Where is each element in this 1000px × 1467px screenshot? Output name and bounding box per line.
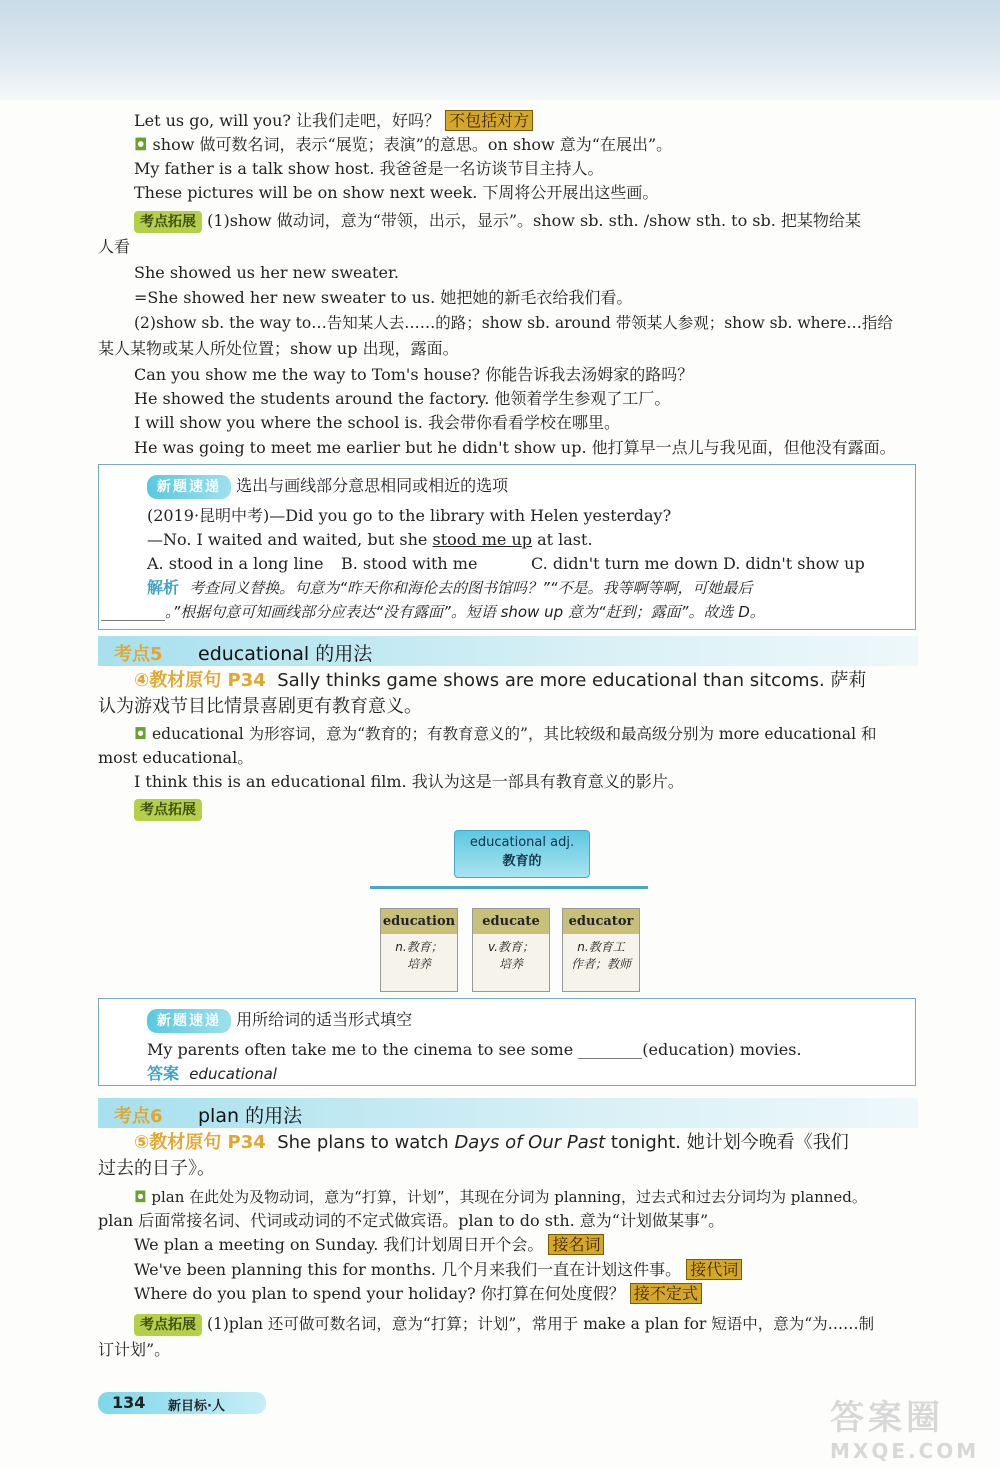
textbook-sentence: ⑤教材原句 P34 She plans to watch Days of Our Past tonight. 她计划今晚看《我们 (134, 1132, 849, 1153)
text-line: ◘ plan 在此处为及物动词，意为“打算，计划”，其现在分词为 planning，过去式和过去分词均为 planned。 (134, 1188, 867, 1206)
textbook-sentence: 认为游戏节目比情景喜剧更有教育意义。 (98, 696, 422, 717)
option-c: C. didn't turn me down (531, 554, 719, 573)
bullet-icon: ◘ (134, 135, 148, 154)
series-label: 新目标·人 (168, 1399, 225, 1414)
ext-tag: 考点拓展 (134, 1314, 202, 1336)
text-line: I think this is an educational film. 我认为这是一部具有教育意义的影片。 (134, 772, 684, 791)
text-line: =She showed her new sweater to us. 她把她的新毛衣给我们看。 (134, 288, 633, 307)
text-line: 考点拓展 (1)plan 还可做可数名词，意为“打算；计划”，常用于 make a plan for 短语中，意为“为……制 (134, 1313, 874, 1336)
quiz-box (98, 998, 916, 1086)
text-line: I will show you where the school is. 我会带你看看学校在哪里。 (134, 413, 620, 432)
highlight-note: 不包括对方 (445, 110, 533, 131)
question-text: (2019·昆明中考)—Did you go to the library with Helen yesterday? (147, 506, 672, 525)
quiz-header: 新题速递 用所给词的适当形式填空 (147, 1009, 412, 1033)
option-d: D. didn't show up (723, 554, 865, 573)
text-line (134, 798, 202, 821)
text-line: 考点拓展 (1)show 做动词，意为“带领，出示，显示”。show sb. sth. /show sth. to sb. 把某物给某 (134, 210, 861, 233)
tree-child: educate v.教育； 培养 (472, 908, 550, 992)
highlight-note: 接代词 (686, 1259, 742, 1280)
highlight-note: 接不定式 (630, 1283, 702, 1304)
text-line: These pictures will be on show next week. 下周将公开展出这些画。 (134, 183, 659, 202)
text-line: My father is a talk show host. 我爸爸是一名访谈节目主持人。 (134, 159, 604, 178)
ext-tag: 考点拓展 (134, 211, 202, 233)
text-line: He was going to meet me earlier but he didn't show up. 他打算早一点儿与我见面，但他没有露面。 (134, 438, 896, 457)
tree-root: educational adj. 教育的 (454, 830, 590, 878)
bullet-icon: ◘ (134, 1188, 147, 1206)
text-line: Where do you plan to spend your holiday? 你打算在何处度假？ 接不定式 (134, 1283, 702, 1305)
text-line: 某人某物或某人所处位置；show up 出现，露面。 (98, 339, 459, 358)
question-text: My parents often take me to the cinema to see some ________(education) movies. (147, 1040, 802, 1059)
text-line: most educational。 (98, 748, 254, 767)
text-line: plan 后面常接名词、代词或动词的不定式做宾语。plan to do sth. 意为“计划做某事”。 (98, 1211, 725, 1230)
question-text: —No. I waited and waited, but she stood me up at last. (147, 530, 593, 549)
analysis-line: 解析 考查同义替换。句意为“昨天你和海伦去的图书馆吗？”“不是。我等啊等啊，可她最后 (147, 578, 753, 597)
text-line: 订计划”。 (98, 1340, 171, 1359)
quiz-pill: 新题速递 (147, 1009, 231, 1033)
option-a: A. stood in a long line (147, 554, 324, 573)
bullet-icon: ◘ (134, 725, 148, 743)
text-line: ◘ show 做可数名词，表示“展览；表演”的意思。on show 意为“在展出”。 (134, 135, 673, 154)
page-number: 134 (112, 1393, 146, 1412)
quiz-box (98, 464, 916, 630)
text-line: (2)show sb. the way to…告知某人去……的路；show sb. around 带领某人参观；show sb. where…指给 (134, 314, 893, 332)
page-footer (98, 1392, 266, 1414)
section-header: 考点6 plan 的用法 (98, 1098, 918, 1128)
highlight-note: 接名词 (548, 1234, 604, 1255)
text-line: Let us go, will you? 让我们走吧，好吗？ 不包括对方 (134, 110, 533, 132)
option-b: B. stood with me (341, 554, 478, 573)
ext-tag: 考点拓展 (134, 799, 202, 821)
analysis-line: ________。”根据句意可知画线部分应表达“没有露面”。短语 show up 意为“赶到；露面”。故选 D。 (101, 602, 765, 621)
text-line: We plan a meeting on Sunday. 我们计划周日开个会。 接名词 (134, 1234, 604, 1256)
quiz-header: 新题速递 选出与画线部分意思相同或相近的选项 (147, 475, 508, 499)
text-line: ◘ educational 为形容词，意为“教育的；有教育意义的”，其比较级和最高级分别为 more educational 和 (134, 725, 877, 743)
header-band (0, 0, 1000, 100)
tree-child: education n.教育； 培养 (380, 908, 458, 992)
text-line: Can you show me the way to Tom's house? 你能告诉我去汤姆家的路吗？ (134, 365, 694, 384)
textbook-sentence: ④教材原句 P34 Sally thinks game shows are more educational than sitcoms. 萨莉 (134, 670, 867, 691)
text-line: 人看 (98, 237, 131, 256)
text-line: He showed the students around the factory. 他领着学生参观了工厂。 (134, 389, 671, 408)
answer-line: 答案 educational (147, 1064, 277, 1083)
tree-child: educator n.教育工 作者；教师 (562, 908, 640, 992)
text-line: She showed us her new sweater. (134, 263, 399, 282)
quiz-pill: 新题速递 (147, 475, 231, 499)
text-line: We've been planning this for months. 几个月来我们一直在计划这件事。 接代词 (134, 1259, 742, 1281)
textbook-sentence: 过去的日子》。 (98, 1158, 215, 1179)
section-header: 考点5 educational 的用法 (98, 636, 918, 666)
tree-divider (370, 886, 648, 889)
watermark: 答案圈 MXQE.COM (830, 1398, 980, 1463)
